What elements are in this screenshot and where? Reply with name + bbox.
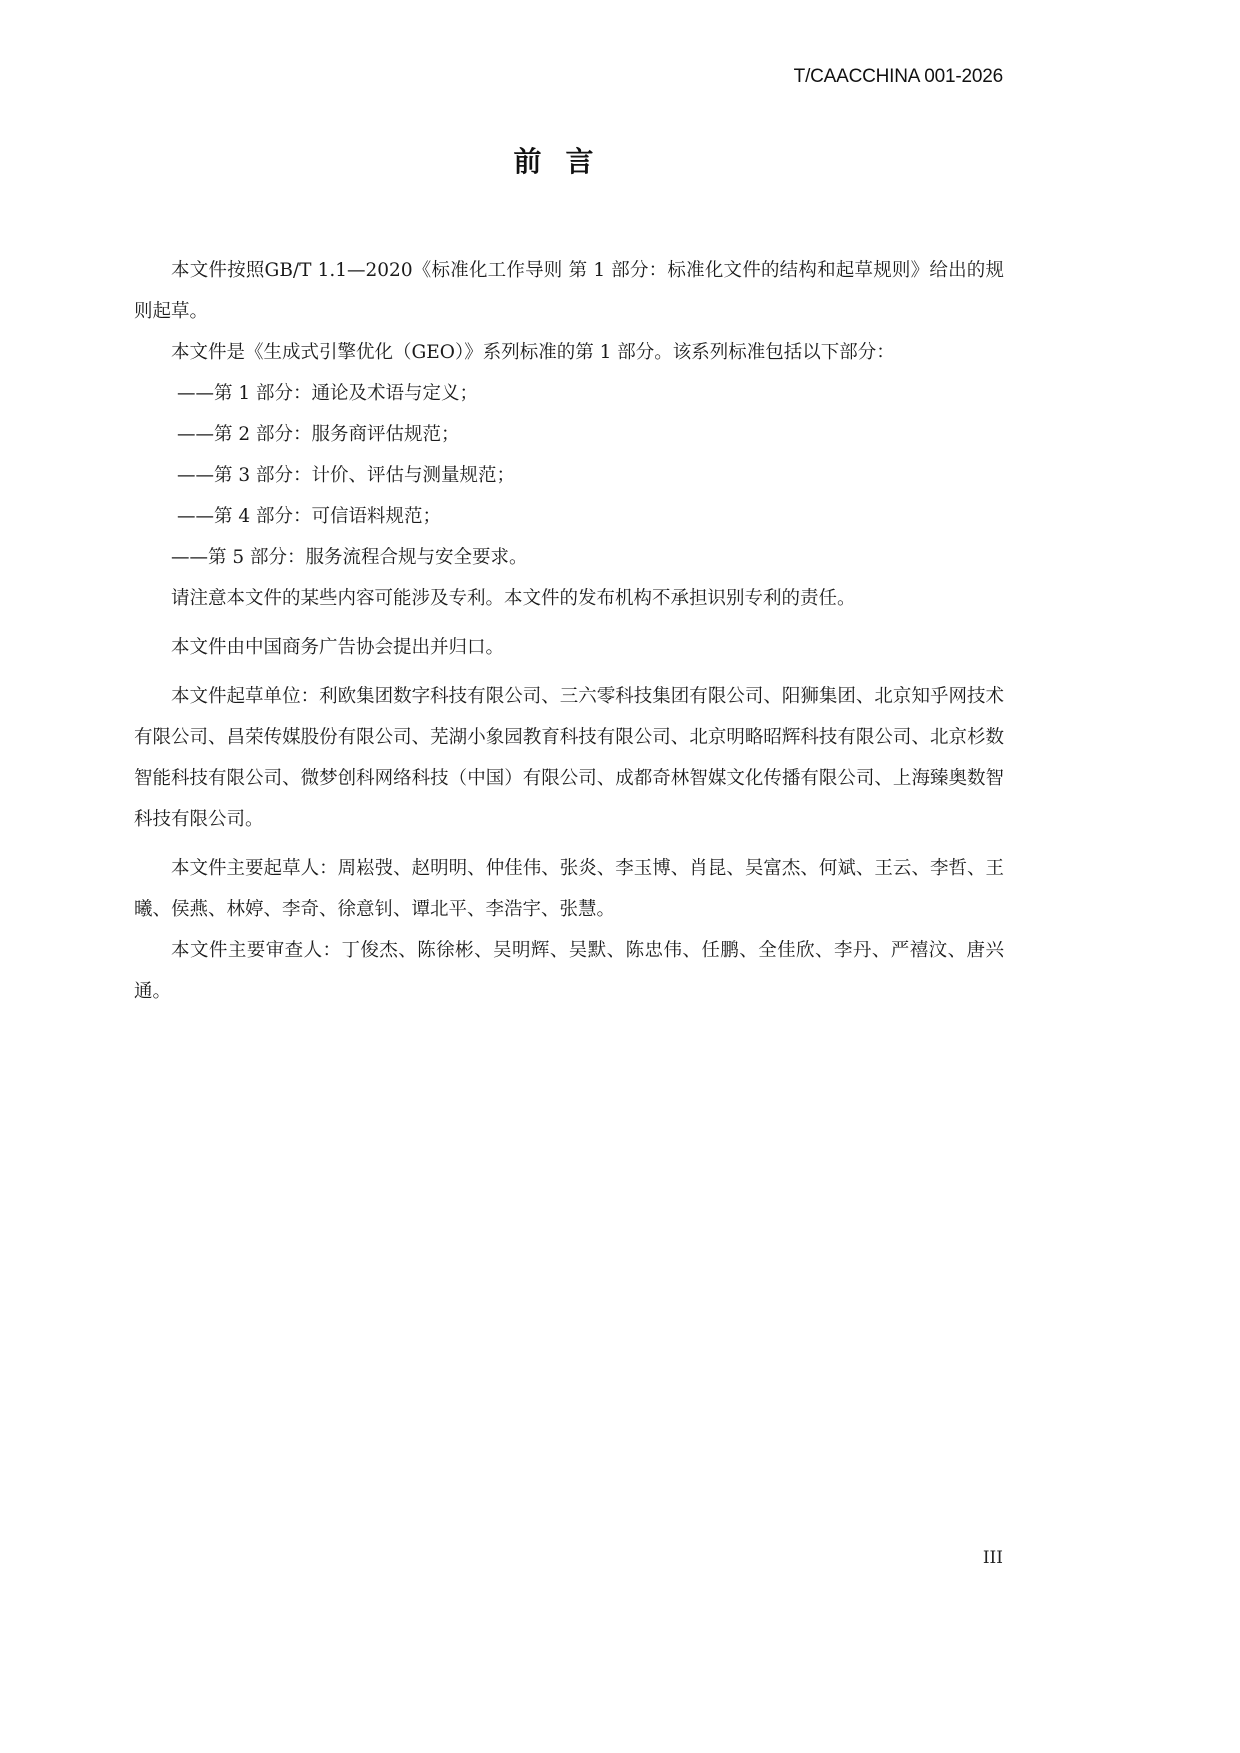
part-list-item: ——第 1 部分：通论及术语与定义；: [177, 383, 479, 404]
part-list-item: ——第 4 部分：可信语料规范；: [177, 506, 442, 527]
drafting-rules-paragraph: 本文件按照GB/T 1.1—2020《标准化工作导则 第 1 部分：标准化文件的结构和起草规则》给出的规则起草。: [134, 260, 1004, 322]
part-list-item: ——第 2 部分：服务商评估规范；: [177, 424, 460, 445]
part-list-item: ——第 3 部分：计价、评估与测量规范；: [177, 465, 516, 486]
page-number: III: [982, 1548, 1003, 1568]
proposer-paragraph: 本文件由中国商务广告协会提出并归口。: [171, 637, 505, 658]
patent-notice-paragraph: 请注意本文件的某些内容可能涉及专利。本文件的发布机构不承担识别专利的责任。: [171, 588, 856, 609]
document-code: T/CAACCHINA 001-2026: [793, 66, 1003, 87]
page-title: 前言: [513, 145, 618, 178]
drafting-units-paragraph: 本文件起草单位：利欧集团数字科技有限公司、三六零科技集团有限公司、阳狮集团、北京知乎网技术有限公司、昌荣传媒股份有限公司、芜湖小象园教育科技有限公司、北京明略昭辉科技有限公司、北京杉数智能科技有限公司、微梦创科网络科技（中国）有限公司、成都奇林智媒文化传播有限公司、上海臻奥数智科技有限公司。: [134, 686, 1004, 830]
foreword-body: [134, 250, 1004, 1012]
series-intro-paragraph: 本文件是《生成式引擎优化（GEO）》系列标准的第 1 部分。该系列标准包括以下部分：: [171, 342, 895, 363]
main-drafters-paragraph: 本文件主要起草人：周崧弢、赵明明、仲佳伟、张炎、李玉博、肖昆、吴富杰、何斌、王云、李哲、王曦、侯燕、林婷、李奇、徐意钊、谭北平、李浩宇、张慧。: [134, 858, 1004, 920]
part-list-item: ——第 5 部分：服务流程合规与安全要求。: [171, 547, 528, 568]
main-reviewers-paragraph: 本文件主要审查人：丁俊杰、陈徐彬、吴明辉、吴默、陈忠伟、任鹏、全佳欣、李丹、严禧汶、唐兴通。: [134, 940, 1004, 1002]
